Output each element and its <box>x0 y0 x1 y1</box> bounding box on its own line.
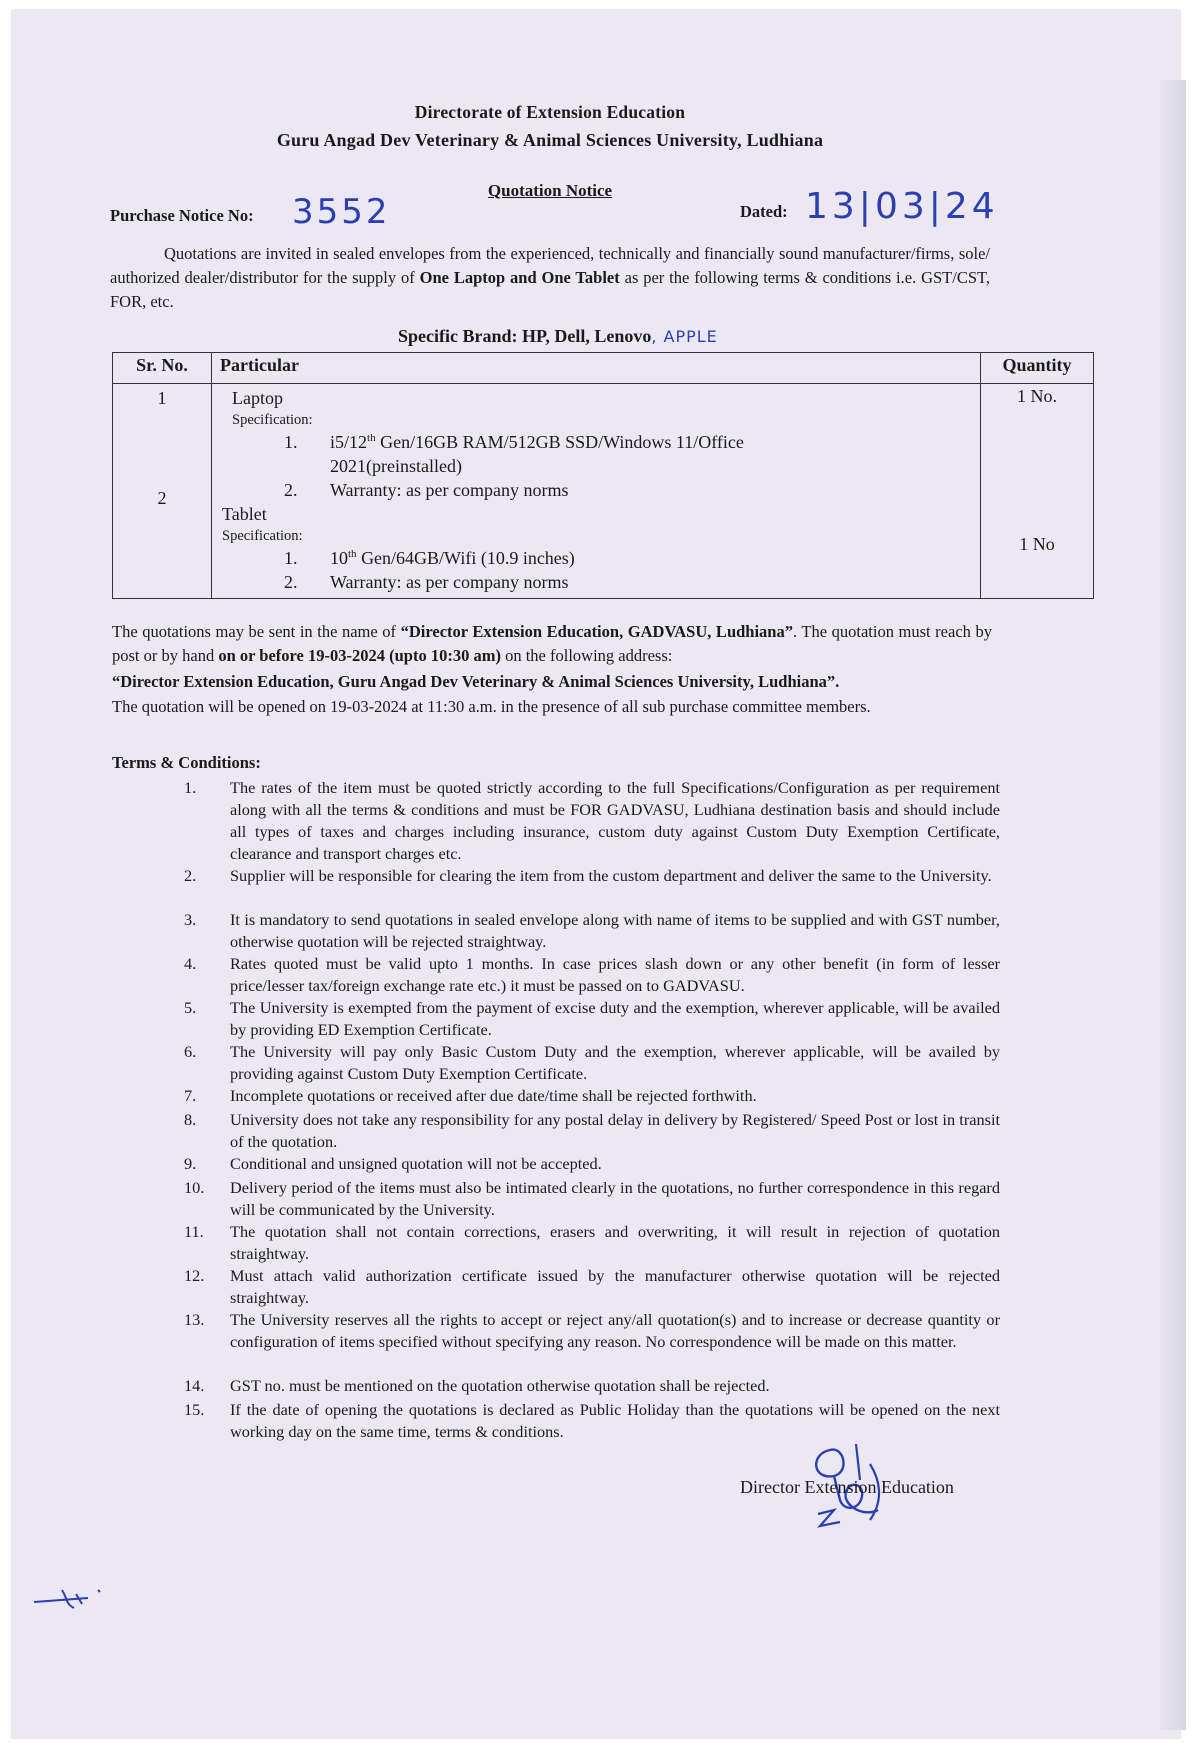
term-text: The University reserves all the rights to accept or reject any/all quotation(s) and to increase or decrease quantity or configuration of items specified without specifying any reason. No correspondence will be made on this matter. <box>230 1310 1000 1351</box>
laptop-spec-1 <box>330 432 744 453</box>
item-laptop: Laptop <box>232 388 283 408</box>
tablet-spec-2-num: 2. <box>284 572 298 592</box>
term-number: 12. <box>184 1266 205 1285</box>
terms-title: Terms & Conditions: <box>112 753 261 772</box>
tablet-spec-1-sup: th <box>348 548 357 560</box>
dated-label: Dated: <box>740 202 788 221</box>
margin-mark <box>28 1580 108 1612</box>
submission-text-b: . The quotation must reach by post or by hand <box>112 622 992 665</box>
submission-deadline: on or before 19-03-2024 (upto 10:30 am) <box>218 646 501 665</box>
submission-paragraph <box>112 620 992 668</box>
items-table <box>112 352 1094 599</box>
sr-number-1: 1 <box>157 388 167 408</box>
col-header-quantity: Quantity <box>981 353 1094 384</box>
particular-cell <box>212 384 981 599</box>
brand-line <box>398 326 718 347</box>
laptop-spec-label: Specification: <box>232 412 313 428</box>
laptop-spec-1-cont: 2021(preinstalled) <box>330 456 462 476</box>
tablet-spec-1-b: Gen/64GB/Wifi (10.9 inches) <box>356 548 575 568</box>
submission-text-a: The quotations may be sent in the name of <box>112 622 401 641</box>
submission-text-c: on the following address: <box>500 646 673 665</box>
term-number: 9. <box>184 1154 197 1173</box>
intro-text-a: Quotations are invited in sealed envelopes from the experienced, technically and financially sound manufacturer/firms, sole/ authorized dealer/distributor for the supply of <box>110 244 990 287</box>
laptop-spec-1-num: 1. <box>284 432 298 452</box>
submission-address: “Director Extension Education, Guru Angad Dev Veterinary & Animal Sciences University, Ludhiana”. <box>112 672 840 691</box>
term-text: The rates of the item must be quoted strictly according to the full Specifications/Configuration as per requirement along with all the terms & conditions and must be FOR GADVASU, Ludhiana destination basis and should include all types of taxes and charges including insurance, custom duty against Custom Duty Exemption Certificate, clearance and transport charges etc. <box>230 778 1000 863</box>
table-body-row <box>113 384 1094 599</box>
laptop-spec-1-sup: th <box>367 432 376 444</box>
term-number: 3. <box>184 910 197 929</box>
submission-addressee: “Director Extension Education, GADVASU, Ludhiana” <box>400 622 793 641</box>
submission-opening: The quotation will be opened on 19-03-2024 at 11:30 a.m. in the presence of all sub purchase committee members. <box>112 697 871 716</box>
item-tablet: Tablet <box>222 504 267 524</box>
term-text: Delivery period of the items must also be intimated clearly in the quotations, no further correspondence in this regard will be communicated by the University. <box>230 1178 1000 1219</box>
term-text: Supplier will be responsible for clearing the item from the custom department and deliver the same to the University. <box>230 866 992 885</box>
page-edge <box>1160 80 1186 1730</box>
sr-cell <box>113 384 212 599</box>
purchase-number-handwritten: 3552 <box>292 192 391 232</box>
header-university: Guru Angad Dev Veterinary & Animal Sciences University, Ludhiana <box>276 130 824 150</box>
laptop-spec-1-b: Gen/16GB RAM/512GB SSD/Windows 11/Office <box>375 432 744 452</box>
signatory-title: Director Extension Education <box>740 1477 954 1497</box>
laptop-spec-2-num: 2. <box>284 480 298 500</box>
term-text: It is mandatory to send quotations in sealed envelope along with name of items to be supplied and with GST number, otherwise quotation will be rejected straightway. <box>230 910 1000 951</box>
laptop-spec-2: Warranty: as per company norms <box>330 480 569 500</box>
term-number: 5. <box>184 998 197 1017</box>
term-text: GST no. must be mentioned on the quotation otherwise quotation shall be rejected. <box>230 1376 770 1395</box>
tablet-spec-2: Warranty: as per company norms <box>330 572 569 592</box>
term-text: University does not take any responsibility for any postal delay in delivery by Registered/ Speed Post or lost in transit of the quotation. <box>230 1110 1000 1151</box>
term-number: 14. <box>184 1376 205 1395</box>
term-number: 8. <box>184 1110 197 1129</box>
term-number: 7. <box>184 1086 197 1105</box>
date-handwritten: 13|03|24 <box>805 186 999 227</box>
brand-label: Specific Brand: HP, Dell, Lenovo <box>398 326 652 346</box>
term-text: The University is exempted from the payment of excise duty and the exemption, wherever applicable, will be availed by providing ED Exemption Certificate. <box>230 998 1000 1039</box>
col-header-sr: Sr. No. <box>113 353 212 384</box>
term-number: 15. <box>184 1400 205 1419</box>
quantity-cell <box>981 384 1094 599</box>
term-text: The University will pay only Basic Custom Duty and the exemption, wherever applicable, will be availed by providing against Custom Duty Exemption Certificate. <box>230 1042 1000 1083</box>
tablet-spec-1 <box>330 548 575 569</box>
term-number: 13. <box>184 1310 205 1329</box>
header-directorate: Directorate of Extension Education <box>414 102 686 122</box>
table-header-row <box>113 353 1094 384</box>
notice-title: Quotation Notice <box>487 181 613 200</box>
term-number: 6. <box>184 1042 197 1061</box>
intro-items: One Laptop and One Tablet <box>419 268 620 287</box>
quantity-laptop: 1 No. <box>1017 386 1057 406</box>
col-header-particular: Particular <box>212 353 981 384</box>
term-text: If the date of opening the quotations is declared as Public Holiday than the quotations will be opened on the next working day on the same time, terms & conditions. <box>230 1400 1000 1441</box>
brand-handwritten: , APPLE <box>651 327 718 346</box>
purchase-notice-label: Purchase Notice No: <box>110 206 254 225</box>
term-number: 4. <box>184 954 197 973</box>
tablet-spec-label: Specification: <box>222 528 303 544</box>
term-number: 2. <box>184 866 197 885</box>
tablet-spec-1-num: 1. <box>284 548 298 568</box>
term-number: 1. <box>184 778 197 797</box>
term-text: The quotation shall not contain corrections, erasers and overwriting, it will result in rejection of quotation straightway. <box>230 1222 1000 1263</box>
term-text: Must attach valid authorization certificate issued by the manufacturer otherwise quotation will be rejected straightway. <box>230 1266 1000 1307</box>
sr-number-2: 2 <box>157 488 167 508</box>
term-text: Incomplete quotations or received after due date/time shall be rejected forthwith. <box>230 1086 757 1105</box>
tablet-spec-1-a: 10 <box>330 548 348 568</box>
term-text: Rates quoted must be valid upto 1 months. In case prices slash down or any other benefit (in form of lesser price/lesser tax/foreign exchange rate etc.) it must be passed on to GADVASU. <box>230 954 1000 995</box>
laptop-spec-1-a: i5/12 <box>330 432 368 452</box>
term-number: 11. <box>184 1222 204 1241</box>
term-number: 10. <box>184 1178 205 1197</box>
quantity-tablet: 1 No <box>1019 534 1055 554</box>
intro-paragraph <box>110 242 990 314</box>
term-text: Conditional and unsigned quotation will not be accepted. <box>230 1154 602 1173</box>
intro-text-b: as per the following terms & conditions i.e. GST/CST, FOR, etc. <box>110 268 990 311</box>
